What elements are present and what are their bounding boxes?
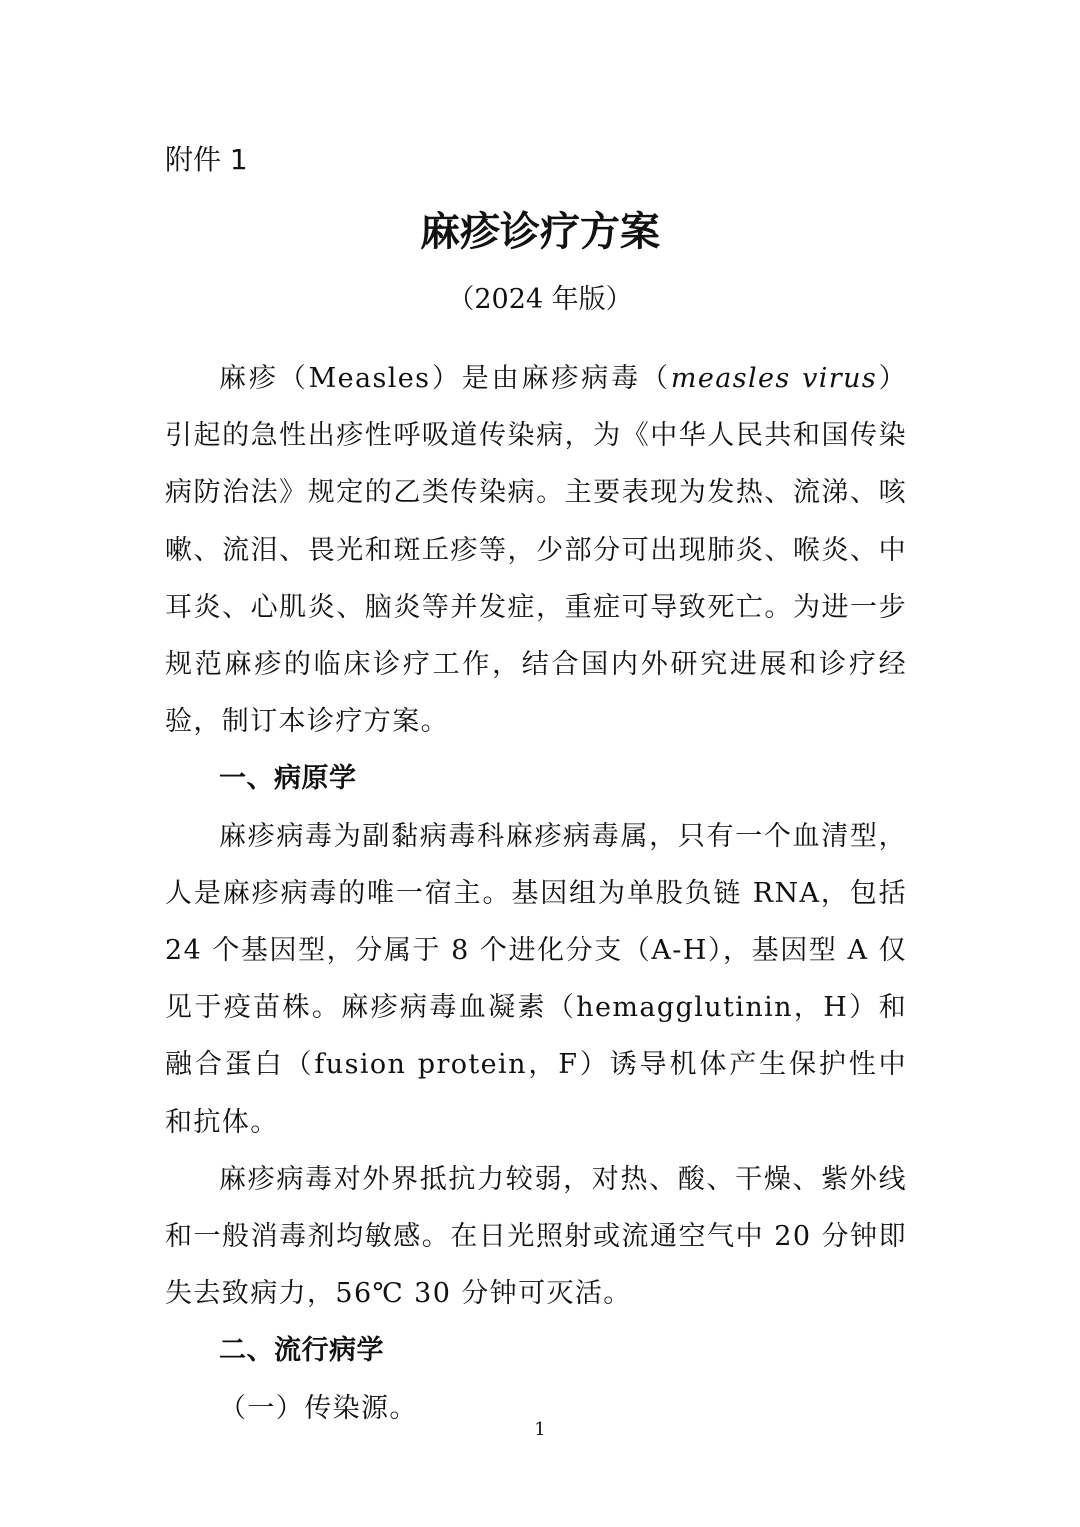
intro-text-part2: ）引起的急性出疹性呼吸道传染病，为《中华人民共和国传染病防治法》规定的乙类传染病。主要表现为发热、流涕、咳嗽、流泪、畏光和斑丘疹等，少部分可出现肺炎、喉炎、中耳炎、心肌炎、脑炎等并发症，重症可导致死亡。为进一步规范麻疹的临床诊疗工作，结合国内外研究进展和诊疗经验，制订本诊疗方案。 [165,363,908,738]
section-heading-epidemiology: 二、流行病学 [219,1335,384,1367]
virus-name: measles virus [670,363,878,394]
section-heading-etiology: 一、病原学 [219,763,357,795]
subsection-heading-infection-source: （一）传染源。 [219,1392,418,1424]
page-number: 1 [534,1419,546,1440]
attachment-label: 附件 1 [165,143,248,176]
etiology-paragraph-1: 麻疹病毒为副黏病毒科麻疹病毒属，只有一个血清型，人是麻疹病毒的唯一宿主。基因组为单股负链 RNA，包括 24 个基因型，分属于 8 个进化分支（A-H），基因型 A 仅见于疫苗株。麻疹病毒血凝素（hemagglutinin，H）和融合蛋白（fusion protein，F）诱导机体产生保护性中和抗体。 [165,820,907,1138]
document-title: 麻疹诊疗方案 [420,209,660,255]
etiology-paragraph-2: 麻疹病毒对外界抵抗力较弱，对热、酸、干燥、紫外线和一般消毒剂均敏感。在日光照射或流通空气中 20 分钟即失去致病力，56℃ 30 分钟可灭活。 [165,1163,907,1310]
document-edition: （2024 年版） [447,284,633,315]
intro-paragraph [165,350,907,750]
document-body [165,350,907,1437]
intro-text-part1: 麻疹（Measles）是由麻疹病毒（ [219,363,671,394]
